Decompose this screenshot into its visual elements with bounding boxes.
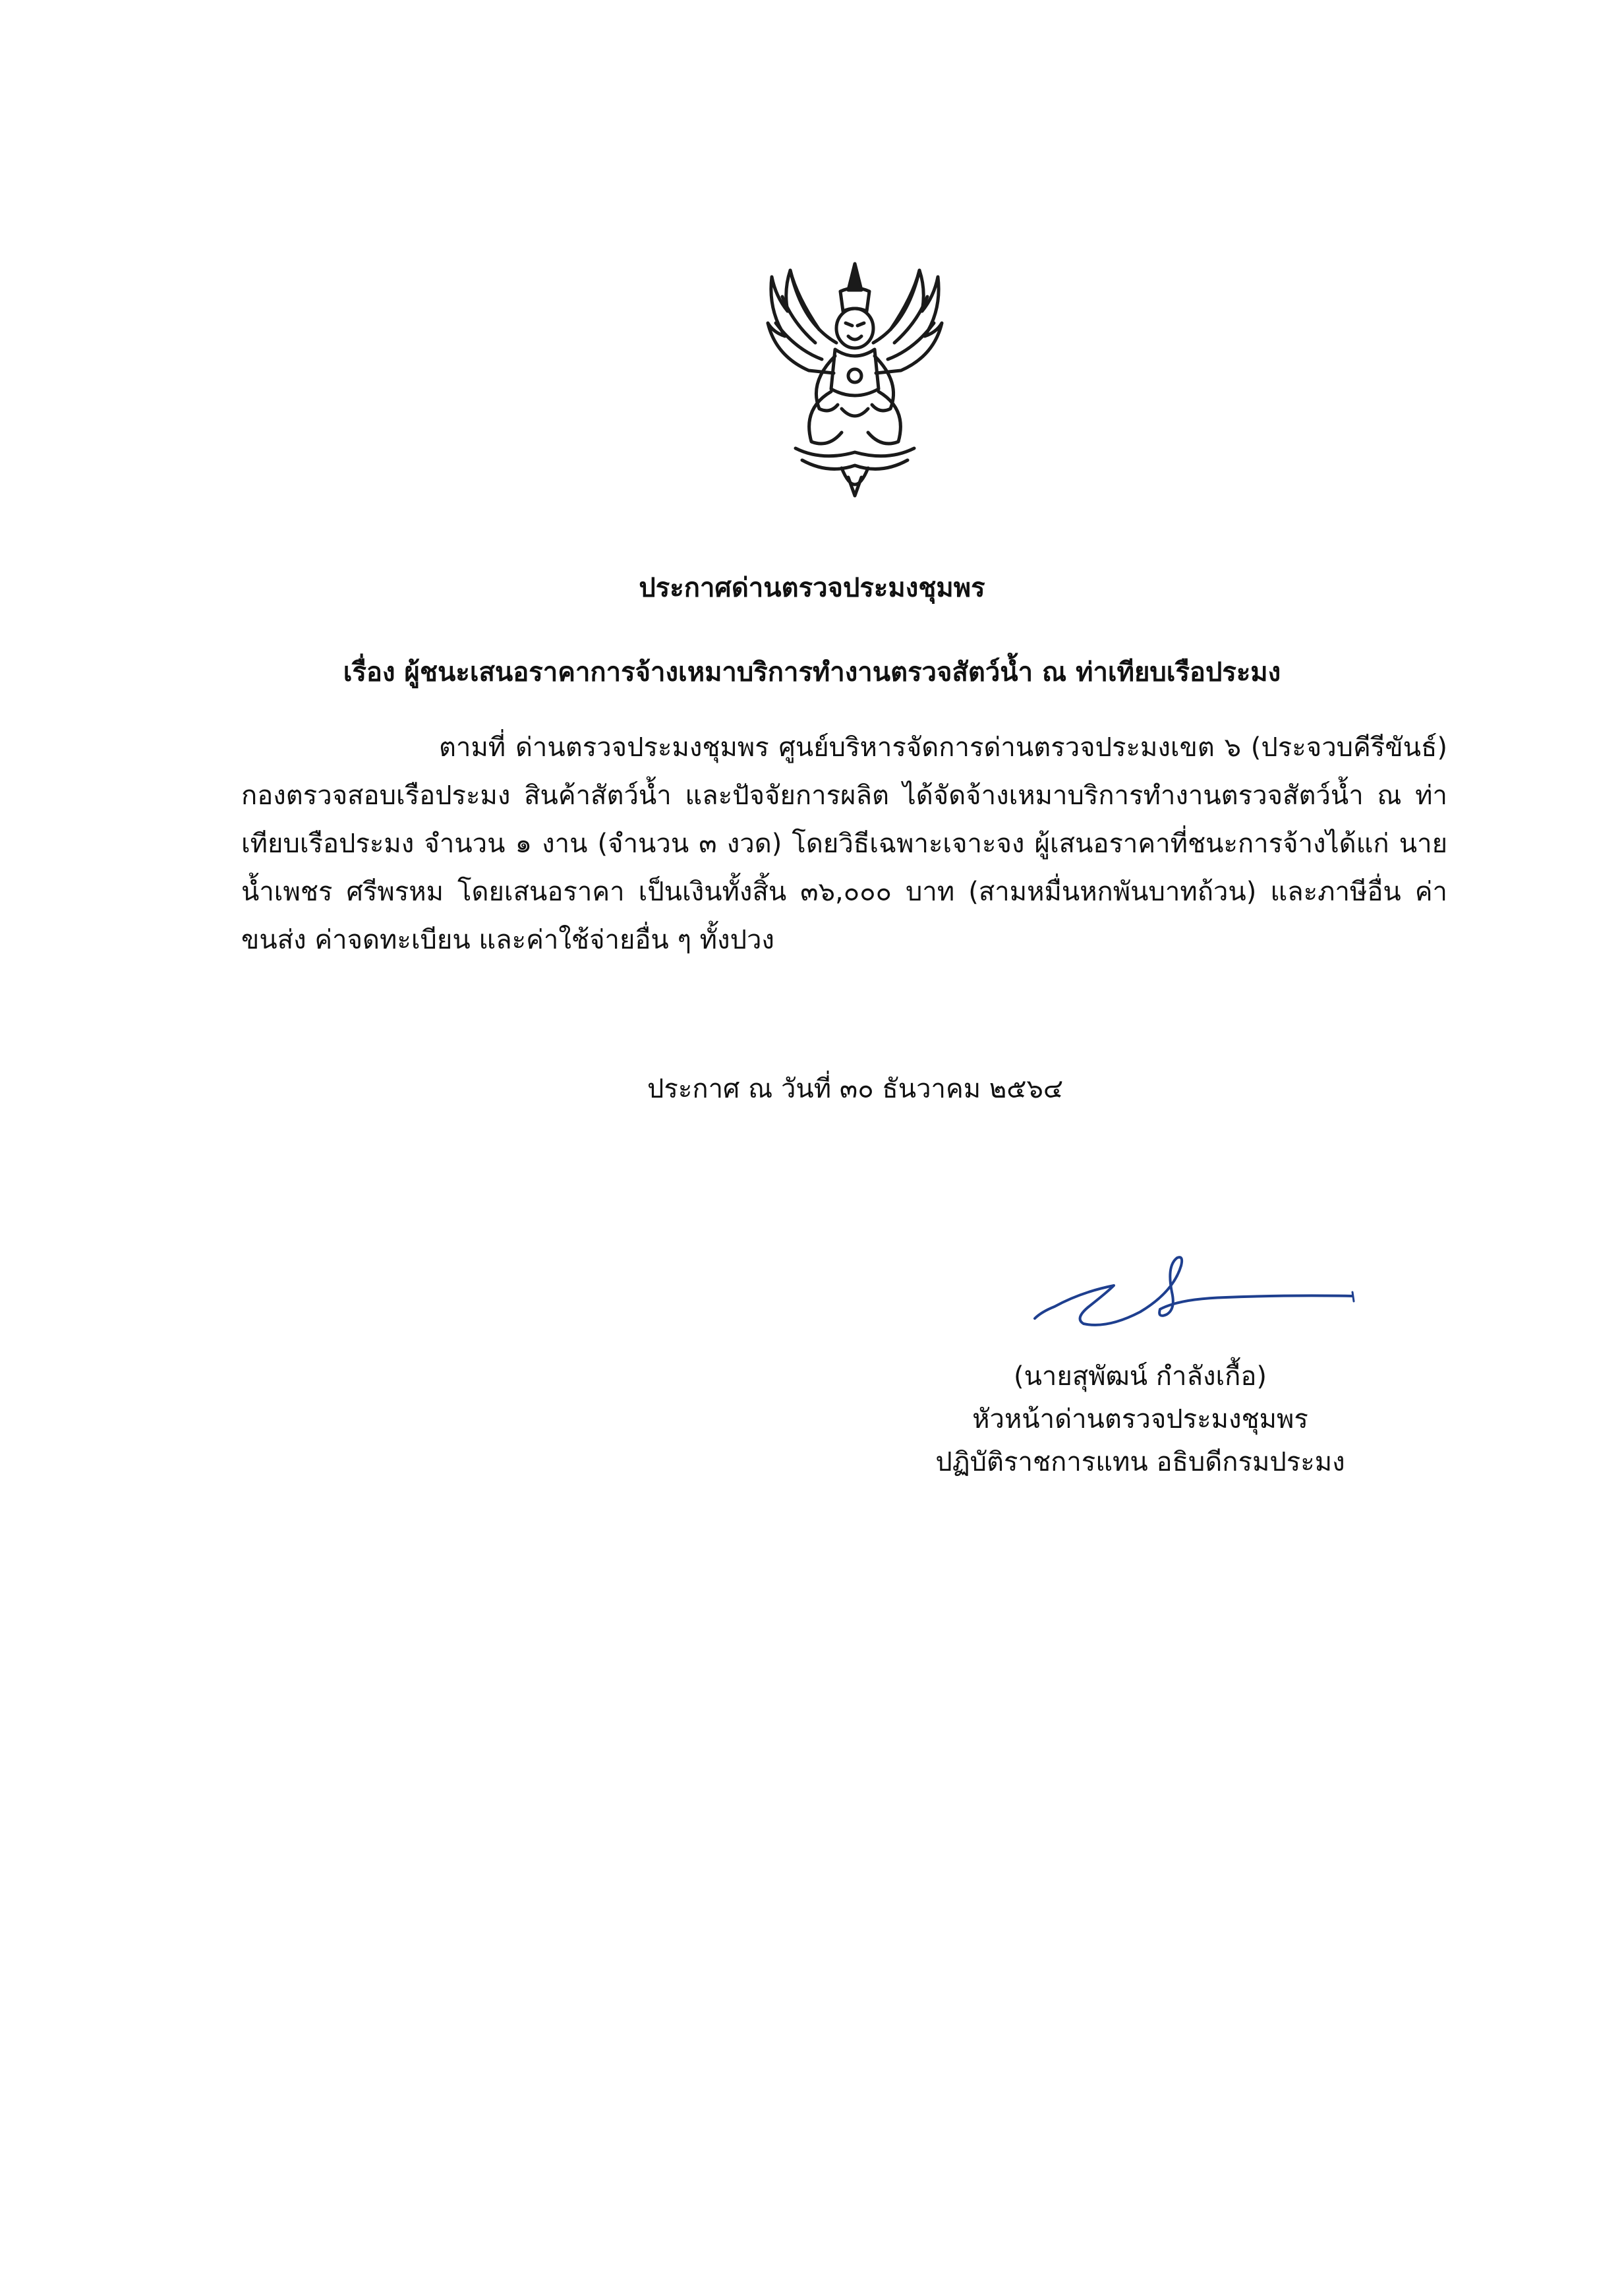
document-body-text: ตามที่ ด่านตรวจประมงชุมพร ศูนย์บริหารจัดการด่านตรวจประมงเขต ๖ (ประจวบคีรีขันธ์) กองตรวจสอบเรือประมง สินค้าสัตว์น้ำ และปัจจัยการผลิต ได้จัดจ้างเหมาบริการทำงานตรวจสัตว์น้ำ ณ ท่าเทียบเรือประมง จำนวน ๑ งาน (จำนวน ๓ งวด) โดยวิธีเฉพาะเจาะจง ผู้เสนอราคาที่ชนะการจ้างได้แก่ นายน้ำเพชร ศรีพรหม โดยเสนอราคา เป็นเงินทั้งสิ้น ๓๖,๐๐๐ บาท (สามหมื่นหกพันบาทถ้วน) และภาษีอื่น ค่าขนส่ง ค่าจดทะเบียน และค่าใช้จ่ายอื่น ๆ ทั้งปวง [241,732,1447,955]
handwritten-signature [1028,1246,1358,1332]
document-subject: เรื่อง ผู้ชนะเสนอราคาการจ้างเหมาบริการทำงานตรวจสัตว์น้ำ ณ ท่าเทียบเรือประมง [343,657,1281,688]
signatory-position: หัวหน้าด่านตรวจประมงชุมพร [972,1404,1308,1434]
signatory-acting-for: ปฏิบัติราชการแทน อธิบดีกรมประมง [935,1447,1345,1477]
document-heading: ประกาศด่านตรวจประมงชุมพร [639,573,985,603]
garuda-emblem-icon [756,251,954,508]
announce-date: ประกาศ ณ วันที่ ๓๐ ธันวาคม ๒๕๖๔ [647,1074,1064,1104]
document-body [241,724,1447,964]
signatory-name: (นายสุพัฒน์ กำลังเกื้อ) [1013,1361,1267,1392]
